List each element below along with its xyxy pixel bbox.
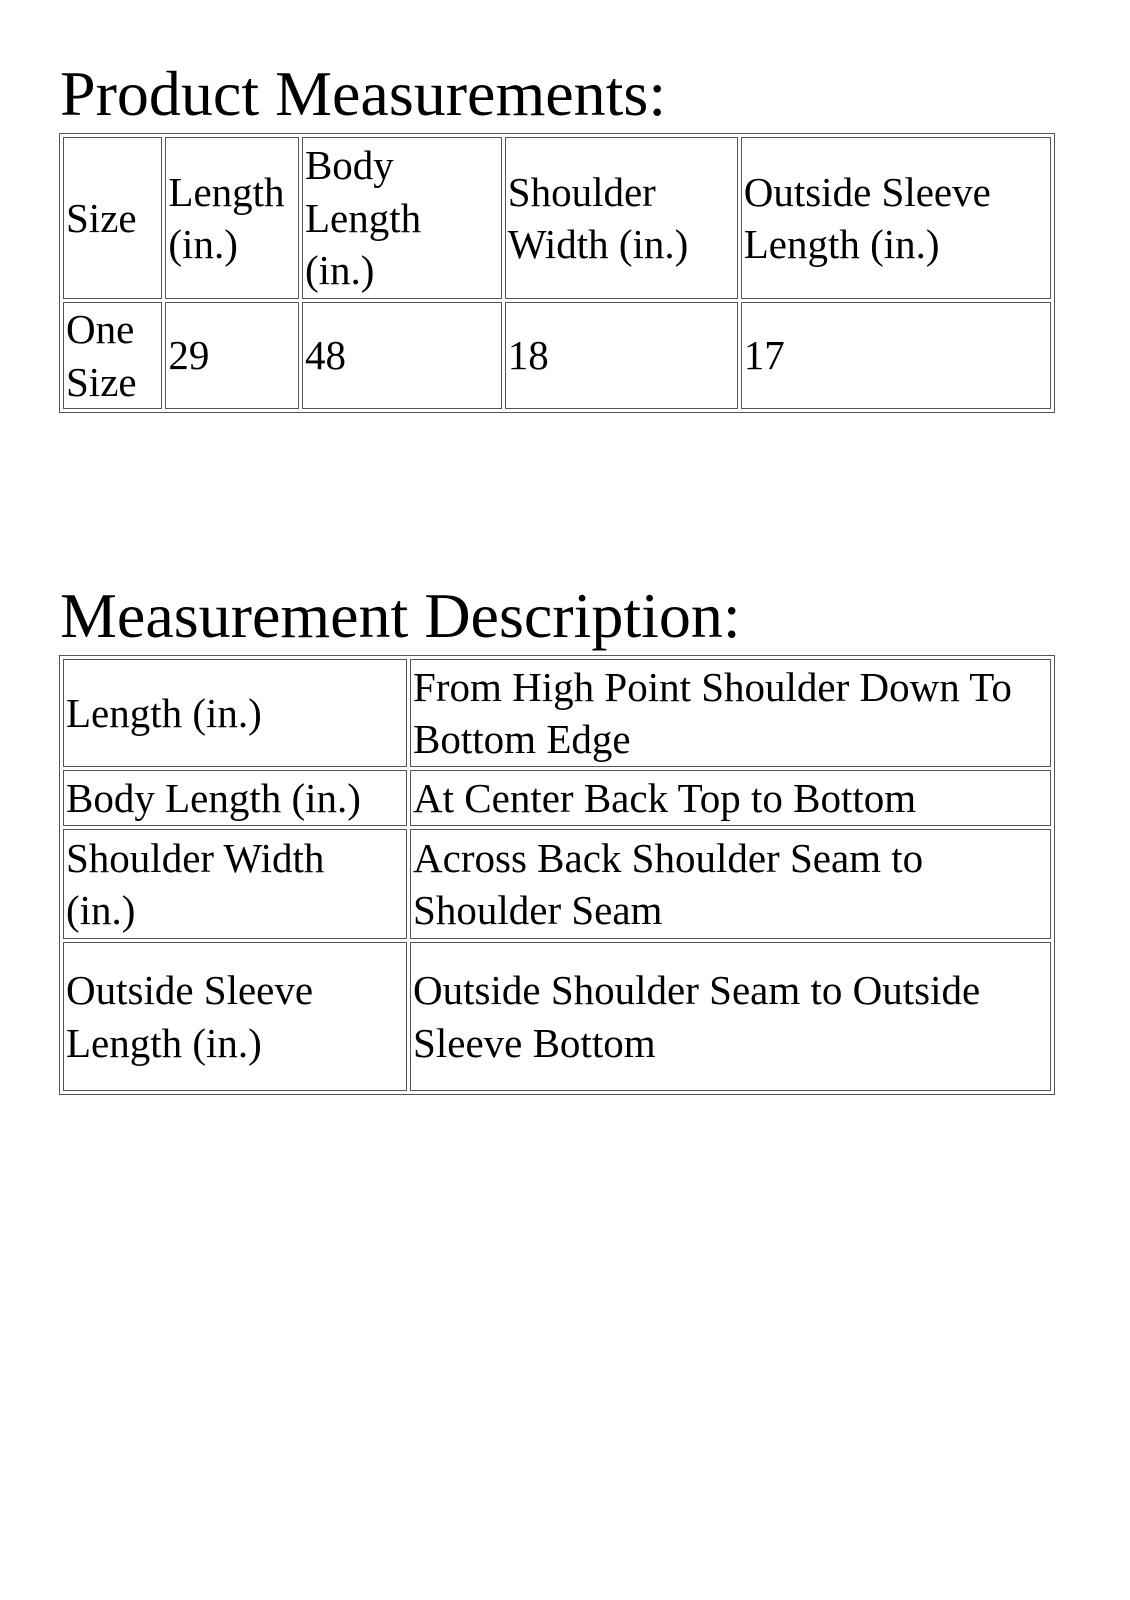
table-row <box>63 829 1051 939</box>
cell-outside-sleeve-length: 17 <box>741 302 1051 409</box>
table-row <box>63 302 1051 409</box>
product-measurements-title: Product Measurements: <box>60 58 667 129</box>
description-label: Shoulder Width (in.) <box>63 829 407 939</box>
cell-body-length: 48 <box>302 302 502 409</box>
description-text: From High Point Shoulder Down To Bottom Edge <box>410 659 1051 767</box>
description-label: Outside Sleeve Length (in.) <box>63 942 407 1091</box>
description-text: Across Back Shoulder Seam to Shoulder Seam <box>410 829 1051 939</box>
header-length: Length (in.) <box>165 137 299 299</box>
description-text: At Center Back Top to Bottom <box>410 770 1051 826</box>
measurement-description-title: Measurement Description: <box>60 580 741 651</box>
table-row <box>63 659 1051 767</box>
cell-size: One Size <box>63 302 162 409</box>
table-header-row <box>63 137 1051 299</box>
header-outside-sleeve-length: Outside Sleeve Length (in.) <box>741 137 1051 299</box>
header-body-length: Body Length (in.) <box>302 137 502 299</box>
product-measurements-table <box>59 133 1055 413</box>
table-row <box>63 770 1051 826</box>
header-shoulder-width: Shoulder Width (in.) <box>505 137 738 299</box>
measurement-description-table <box>59 655 1055 1095</box>
description-text: Outside Shoulder Seam to Outside Sleeve Bottom <box>410 942 1051 1091</box>
description-label: Length (in.) <box>63 659 407 767</box>
header-size: Size <box>63 137 162 299</box>
description-label: Body Length (in.) <box>63 770 407 826</box>
cell-shoulder-width: 18 <box>505 302 738 409</box>
table-row <box>63 942 1051 1091</box>
cell-length: 29 <box>165 302 299 409</box>
